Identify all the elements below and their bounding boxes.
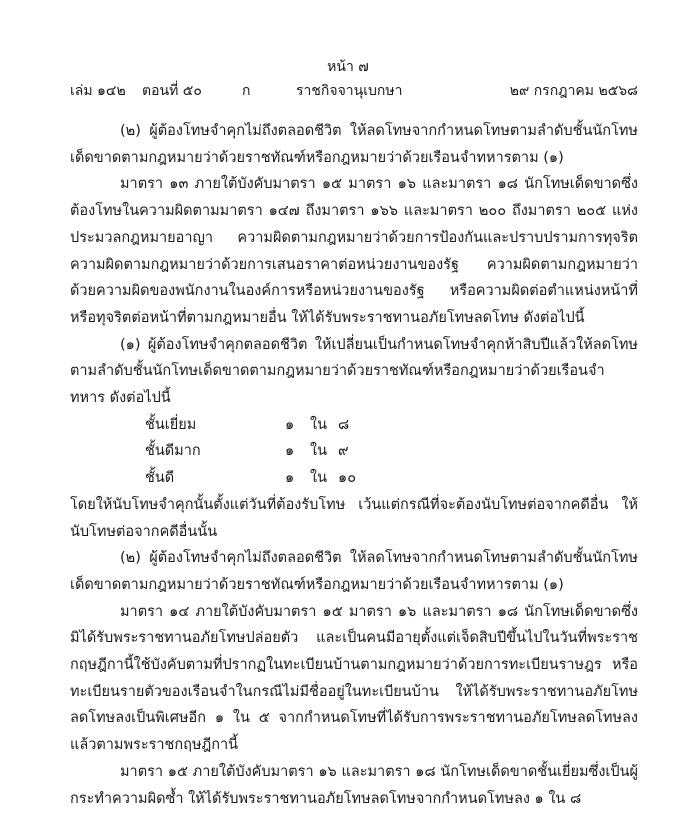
document-body [70, 118, 638, 812]
prisoner-tier-list [70, 412, 638, 492]
tier-name: ชั้นดี [145, 470, 175, 487]
tier-row [70, 412, 638, 439]
tier-denominator: ๙ [338, 443, 349, 460]
tier-in: ใน [310, 443, 327, 460]
paragraph: มาตรา ๑๕ ภายใต้บังคับมาตรา ๑๖ และมาตรา ๑๘ นักโทษเด็ดขาดชั้นเยี่ยมซึ่งเป็นผู้กระทำความผิดซ้ำ ให้ได้รับพระราชทานอภัยโทษลดโทษจากกำหนดโทษลง ๑ ใน ๘ [70, 763, 638, 807]
tier-name: ชั้นเยี่ยม [145, 416, 197, 433]
paragraph: มาตรา ๑๓ ภายใต้บังคับมาตรา ๑๕ มาตรา ๑๖ และมาตรา ๑๘ นักโทษเด็ดขาดซึ่งต้องโทษในความผิดตามมาตรา ๑๔๗ ถึงมาตรา ๑๖๖ และมาตรา ๒๐๐ ถึงมาตรา ๒๐๕ แห่งประมวลกฎหมายอาญา ความผิดตามกฎหมายว่าด้วยการป้องกันและปราบปรามการทุจริต ความผิดตามกฎหมายว่าด้วยการเสนอราคาต่อหน่วยงานของรัฐ ความผิดตามกฎหมายว่าด้วยความผิดของพนักงานในองค์การหรือหน่วยงานของรัฐ หรือความผิดต่อตำแหน่งหน้าที่หรือทุจริตต่อหน้าที่ตามกฎหมายอื่น ให้ได้รับพระราชทานอภัยโทษลดโทษ ดังต่อไปนี้ [70, 176, 638, 326]
paragraph: มาตรา ๑๔ ภายใต้บังคับมาตรา ๑๕ มาตรา ๑๖ และมาตรา ๑๘ นักโทษเด็ดขาดซึ่งมิได้รับพระราชทานอภัยโทษปล่อยตัว และเป็นคนมีอายุตั้งแต่เจ็ดสิบปีขึ้นไปในวันที่พระราชกฤษฎีกานี้ใช้บังคับตามที่ปรากฏในทะเบียนบ้านตามกฎหมายว่าด้วยการทะเบียนราษฎร หรือทะเบียนรายตัวของเรือนจำในกรณีไม่มีชื่ออยู่ในทะเบียนบ้าน ให้ได้รับพระราชทานอภัยโทษลดโทษลงเป็นพิเศษอีก ๑ ใน ๕ จากกำหนดโทษที่ได้รับการพระราชทานอภัยโทษลดโทษลงแล้วตามพระราชกฤษฎีกานี้ [70, 603, 638, 754]
gazette-header [70, 80, 638, 100]
page-number: หน้า ๗ [327, 59, 369, 75]
gazette-title: ราชกิจจานุเบกษา [296, 83, 403, 99]
paragraph: (๑) ผู้ต้องโทษจำคุกตลอดชีวิต ให้เปลี่ยนเป็นกำหนดโทษจำคุกห้าสิบปีแล้วให้ลดโทษตามลำดับชั้นนักโทษเด็ดขาดตามกฎหมายว่าด้วยราชทัณฑ์หรือกฎหมายว่าด้วยเรือนจำทหาร ดังต่อไปนี้ [70, 336, 638, 407]
section-label: ก [242, 83, 251, 99]
tier-row [70, 438, 638, 465]
paragraph: (๒) ผู้ต้องโทษจำคุกไม่ถึงตลอดชีวิต ให้ลดโทษจากกำหนดโทษตามลำดับชั้นนักโทษเด็ดขาดตามกฎหมายว่าด้วยราชทัณฑ์หรือกฎหมายว่าด้วยเรือนจำทหารตาม (๑) [70, 550, 638, 593]
tier-denominator: ๑๐ [338, 470, 357, 487]
volume-label: เล่ม ๑๔๒ [70, 83, 126, 99]
tier-name: ชั้นดีมาก [145, 443, 201, 460]
issue-label: ตอนที่ ๕๐ [142, 83, 202, 99]
tier-numerator: ๑ [285, 416, 295, 433]
tier-row [70, 465, 638, 492]
paragraph: โดยให้นับโทษจำคุกนั้นตั้งแต่วันที่ต้องรับโทษ เว้นแต่กรณีที่จะต้องนับโทษต่อจากคดีอื่น ให้นับโทษต่อจากคดีอื่นนั้น [70, 496, 638, 540]
tier-numerator: ๑ [285, 443, 295, 460]
tier-in: ใน [310, 416, 327, 433]
paragraph: (๒) ผู้ต้องโทษจำคุกไม่ถึงตลอดชีวิต ให้ลดโทษจากกำหนดโทษตามลำดับชั้นนักโทษเด็ดขาดตามกฎหมายว่าด้วยราชทัณฑ์หรือกฎหมายว่าด้วยเรือนจำทหารตาม (๑) [70, 123, 638, 166]
tier-numerator: ๑ [285, 470, 295, 487]
tier-in: ใน [310, 470, 327, 487]
publication-date: ๒๙ กรกฎาคม ๒๕๖๘ [509, 83, 638, 99]
tier-denominator: ๘ [338, 416, 350, 433]
